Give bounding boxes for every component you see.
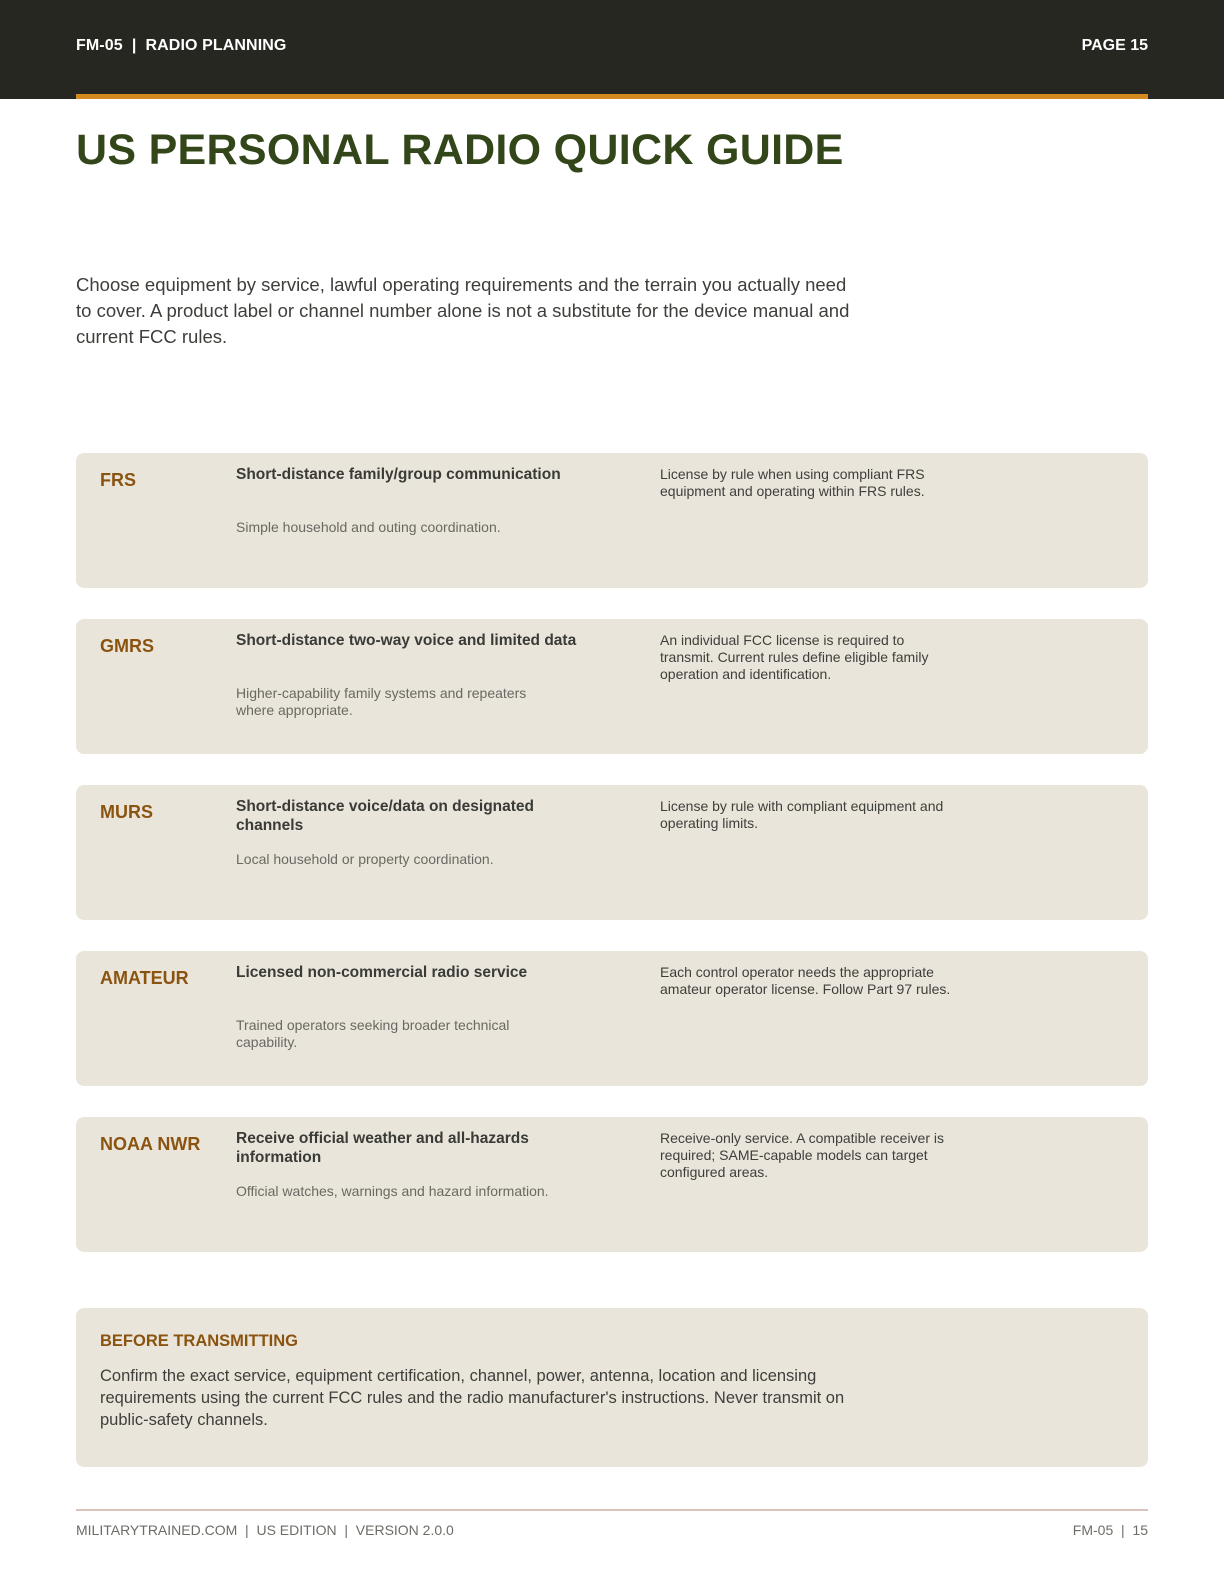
header-accent-rule	[76, 94, 1148, 99]
footer-rule	[76, 1509, 1148, 1511]
service-name: AMATEUR	[100, 968, 189, 988]
service-use: Simple household and outing coordination.	[236, 519, 501, 535]
service-use: Higher-capability family systems and repeaters where appropriate.	[236, 685, 527, 718]
service-license: Each control operator needs the appropriate amateur operator license. Follow Part 97 rules.	[660, 964, 951, 997]
service-heading: Short-distance two-way voice and limited data	[236, 632, 577, 649]
service-name: FRS	[100, 470, 136, 490]
service-name: MURS	[100, 802, 153, 822]
service-heading: Short-distance voice/data on designated channels	[236, 798, 535, 834]
before-transmitting-notice	[76, 1308, 1148, 1467]
header-section-label: FM-05 | RADIO PLANNING	[76, 37, 287, 54]
footer-page-number: FM-05 | 15	[1072, 1522, 1148, 1538]
service-card-gmrs	[76, 619, 1148, 754]
service-license: License by rule with compliant equipment and operating limits.	[660, 798, 944, 831]
page-title: US PERSONAL RADIO QUICK GUIDE	[76, 126, 844, 174]
service-use: Local household or property coordination.	[236, 851, 494, 867]
service-name: GMRS	[100, 636, 154, 656]
service-license: An individual FCC license is required to transmit. Current rules define eligible family operation and identification.	[660, 632, 929, 682]
footer-publication-info: MILITARYTRAINED.COM | US EDITION | VERSION 2.0.0	[76, 1522, 454, 1538]
header-page-number: PAGE 15	[1081, 37, 1148, 54]
service-card-murs	[76, 785, 1148, 920]
service-license: License by rule when using compliant FRS equipment and operating within FRS rules.	[660, 466, 925, 499]
service-heading: Short-distance family/group communication	[236, 466, 561, 483]
service-license: Receive-only service. A compatible receiver is required; SAME-capable models can target configured areas.	[660, 1130, 945, 1180]
service-heading: Receive official weather and all-hazards information	[236, 1130, 529, 1166]
service-card-amateur	[76, 951, 1148, 1086]
page-header	[0, 0, 1224, 99]
service-card-frs	[76, 453, 1148, 588]
notice-body: Confirm the exact service, equipment certification, channel, power, antenna, location and licensing requirements using the current FCC rules and the radio manufacturer's instructions. Never transmit on public-safety channels.	[100, 1367, 845, 1429]
service-name: NOAA NWR	[100, 1134, 201, 1154]
service-use: Trained operators seeking broader technical capability.	[236, 1017, 510, 1050]
service-heading: Licensed non-commercial radio service	[236, 964, 528, 981]
notice-title: BEFORE TRANSMITTING	[100, 1332, 298, 1350]
service-card-noaa-nwr	[76, 1117, 1148, 1252]
service-use: Official watches, warnings and hazard information.	[236, 1183, 549, 1199]
intro-paragraph: Choose equipment by service, lawful operating requirements and the terrain you actually need to cover. A product label or channel number alone is not a substitute for the device manual and current FCC rules.	[76, 274, 850, 347]
